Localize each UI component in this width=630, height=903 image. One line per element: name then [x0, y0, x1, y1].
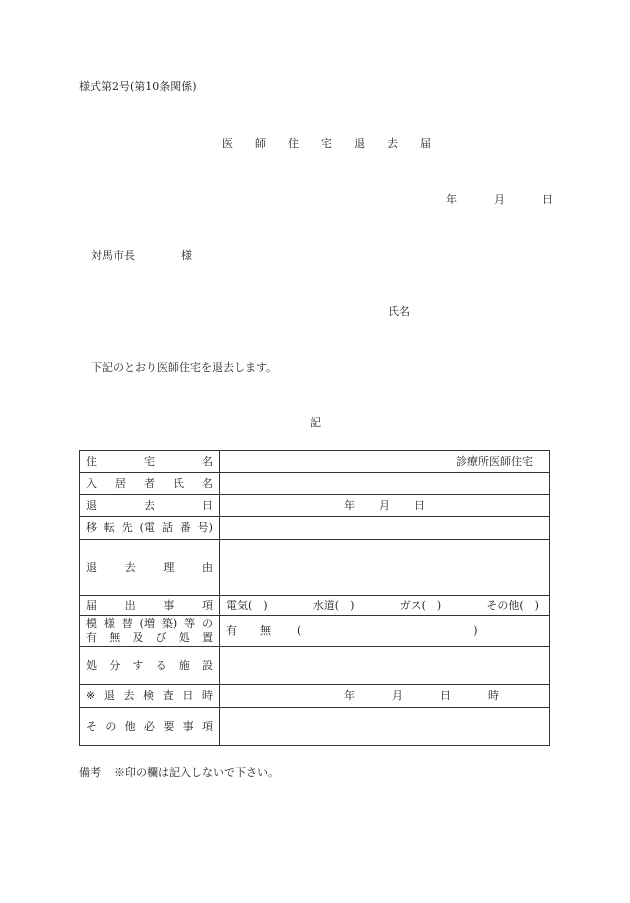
- notification-water: 水道( ): [312, 598, 355, 612]
- modification-paren-open: (: [297, 624, 302, 637]
- row-other: [80, 708, 550, 746]
- modification-paren-close: ): [473, 624, 478, 637]
- row-resident: [80, 473, 550, 495]
- housing-value[interactable]: 診療所医師住宅: [220, 451, 550, 473]
- inspection-label: ※ 退 去 検 査 日 時: [80, 685, 220, 708]
- date-day: 日: [542, 193, 553, 206]
- title-char: 宅: [321, 137, 332, 150]
- inspection-month: 月: [392, 689, 403, 702]
- housing-label: [80, 451, 220, 473]
- moveout-date-field[interactable]: [220, 495, 550, 517]
- inspection-hour: 時: [488, 689, 499, 702]
- modification-no: 無: [260, 624, 271, 637]
- relocation-field[interactable]: [220, 517, 550, 540]
- title-char: 医: [222, 137, 233, 150]
- title-char: 届: [420, 137, 431, 150]
- notification-label: 届 出 事 項: [80, 596, 220, 616]
- other-field[interactable]: [220, 708, 550, 746]
- date-month: 月: [494, 193, 505, 206]
- inspection-day: 日: [440, 689, 451, 702]
- addressee-name: 対馬市長: [91, 249, 135, 262]
- moveout-day: 日: [414, 498, 425, 512]
- notification-field[interactable]: [220, 596, 550, 616]
- title-char: 師: [255, 137, 266, 150]
- row-relocation: [80, 517, 550, 540]
- reason-field[interactable]: [220, 540, 550, 596]
- addressee: [91, 249, 192, 263]
- row-housing: [80, 451, 550, 473]
- title-char: 住: [288, 137, 299, 150]
- row-disposal: [80, 647, 550, 685]
- title-char: 去: [387, 137, 398, 150]
- other-label: そ の 他 必 要 事 項: [80, 708, 220, 746]
- housing-label-text: 住 宅 名: [86, 454, 213, 468]
- notification-gas: ガス( ): [399, 598, 442, 612]
- intro-text: 下記のとおり医師住宅を退去します。: [91, 361, 278, 374]
- date-year: 年: [446, 193, 457, 206]
- moveout-month: 月: [379, 498, 390, 512]
- submission-date: [446, 193, 553, 207]
- row-modification: [80, 616, 550, 647]
- row-notification: [80, 596, 550, 616]
- disposal-label: 処 分 す る 施 設: [80, 647, 220, 685]
- ki-heading: 記: [310, 416, 321, 429]
- disposal-field[interactable]: [220, 647, 550, 685]
- remarks-text: ※印の欄は記入しないで下さい。: [114, 766, 279, 779]
- resident-label: 入 居 者 氏 名: [80, 473, 220, 495]
- reason-label: 退 去 理 由: [80, 540, 220, 596]
- relocation-label: 移 転 先 (電 話 番 号): [80, 517, 220, 540]
- modification-label: 模 様 替 (増 築) 等 の 有 無 及 び 処 置: [80, 616, 220, 647]
- notification-electricity: 電気( ): [226, 598, 268, 612]
- row-moveout-date: [80, 495, 550, 517]
- inspection-field[interactable]: [220, 685, 550, 708]
- title-char: 退: [354, 137, 365, 150]
- notification-other: その他( ): [486, 598, 539, 612]
- moveout-form-table: [79, 450, 550, 746]
- modification-yes: 有: [226, 624, 237, 637]
- row-inspection: [80, 685, 550, 708]
- moveout-year: 年: [344, 498, 355, 512]
- document-title: [222, 137, 431, 151]
- addressee-suffix: 様: [181, 249, 192, 262]
- remarks-label: 備考: [79, 766, 101, 779]
- remarks: [79, 766, 279, 780]
- inspection-year: 年: [344, 689, 355, 702]
- modification-field[interactable]: [220, 616, 550, 647]
- row-reason: [80, 540, 550, 596]
- applicant-name-label: 氏名: [388, 305, 410, 318]
- form-number: 様式第2号(第10条関係): [79, 80, 197, 93]
- resident-field[interactable]: [220, 473, 550, 495]
- moveout-label: 退 去 日: [80, 495, 220, 517]
